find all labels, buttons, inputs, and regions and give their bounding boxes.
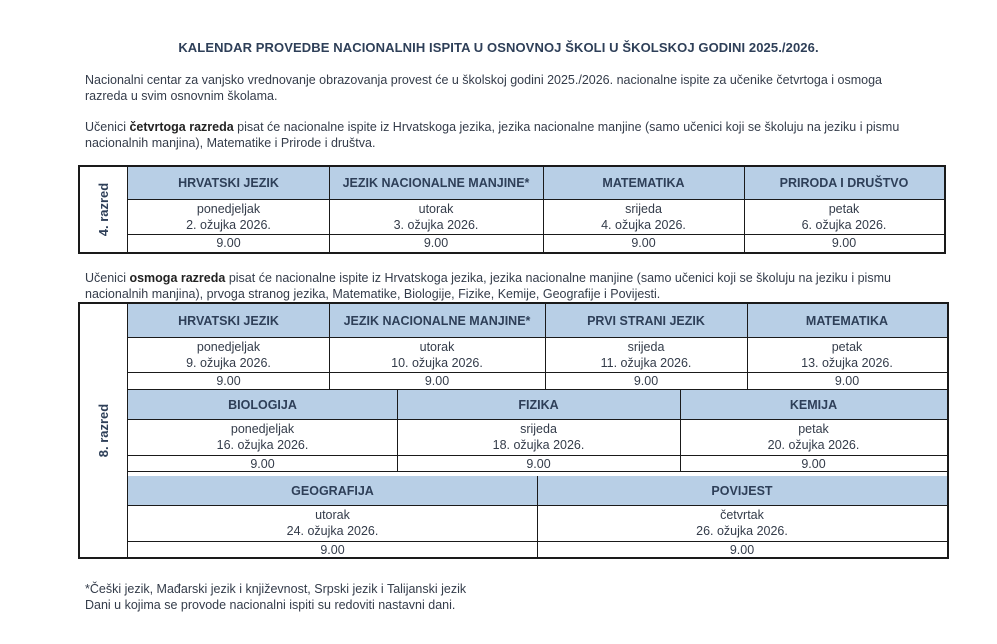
grade8-row1-subject-header: JEZIK NACIONALNE MANJINE*: [329, 304, 545, 337]
grade4-exam-day-date: [329, 199, 543, 234]
grade8-row3-column-divider: [537, 476, 538, 559]
grade4-exam-date: 2. ožujka 2026.: [186, 218, 271, 232]
grade8-row2-subject-header: FIZIKA: [397, 390, 680, 419]
grade8-row1-row-divider: [128, 372, 947, 373]
grade4-exam-time: 9.00: [631, 236, 656, 250]
grade4-intro-post: pisat će nacionalne ispite iz Hrvatskoga jezika, jezika nacionalne manjine (samo učenici koji se školuju na jeziku i pismu nacionalnih manjina), Matematike i Prirode i društva.: [85, 120, 900, 150]
grade4-exam-time: 9.00: [831, 236, 857, 250]
grade8-row2-exam-date: 16. ožujka 2026.: [216, 438, 309, 452]
grade4-exam-day-date: [744, 199, 944, 234]
grade8-row1-exam-day-date: [747, 337, 947, 372]
grade8-row3-exam-time: 9.00: [729, 543, 755, 557]
grade8-intro-pre: Učenici: [85, 271, 130, 285]
grade4-exam-day-date: [128, 199, 329, 234]
grade8-row2-subject-header: BIOLOGIJA: [128, 390, 397, 419]
grade8-row3-exam-date: 26. ožujka 2026.: [696, 524, 788, 538]
grade4-subject-header: JEZIK NACIONALNE MANJINE*: [329, 167, 543, 199]
grade8-row1-column-divider: [747, 304, 748, 389]
grade8-row2-subject-header: KEMIJA: [680, 390, 947, 419]
grade8-row1-exam-date: 10. ožujka 2026.: [391, 356, 483, 370]
footnote-minority-languages: *Češki jezik, Mađarski jezik i književnost, Srpski jezik i Talijanski jezik: [85, 582, 467, 596]
grade8-row3-exam-day-date: [537, 505, 947, 541]
grade4-column-divider: [744, 167, 745, 252]
grade8-row1-exam-time: 9.00: [424, 373, 450, 388]
grade4-intro-bold: četvrtoga razreda: [129, 120, 234, 134]
grade8-row1-exam-day: ponedjeljak: [196, 340, 261, 354]
grade4-exam-day-date: [543, 199, 744, 234]
grade4-intro: [85, 119, 925, 151]
grade4-row-divider: [128, 199, 944, 200]
grade8-row3-exam-time: 9.00: [320, 543, 345, 557]
grade8-row2-exam-day-date: [680, 419, 947, 455]
intro-paragraph: Nacionalni centar za vanjsko vrednovanje obrazovanja provest će u školskoj godini 2025./2026. nacionalne ispite za učenike četvrtoga i osmoga razreda u svim osnovnim školama.: [85, 73, 883, 103]
grade8-row3-subject-header: POVIJEST: [537, 476, 947, 505]
grade8-row2-exam-day-date: [128, 419, 397, 455]
grade4-exam-time: 9.00: [216, 236, 241, 250]
grade4-exam-day: utorak: [418, 202, 454, 216]
grade8-row1-exam-day-date: [545, 337, 747, 372]
grade8-row2-exam-day-date: [397, 419, 680, 455]
grade8-row3-exam-day: četvrtak: [720, 508, 764, 522]
grade8-row1-subject-header: PRVI STRANI JEZIK: [545, 304, 747, 337]
grade8-intro-post: pisat će nacionalne ispite iz Hrvatskoga jezika, jezika nacionalne manjine (samo učenici koji se školuju na jeziku i pismu nacionalnih manjina), prvoga stranog jezika, Matematike, Biologije, Fizike, Kemije, Geografije i Povijesti.: [85, 271, 891, 301]
footnote-teaching-days: Dani u kojima se provode nacionalni ispiti su redoviti nastavni dani.: [85, 598, 456, 612]
grade8-row1-exam-time: 9.00: [216, 373, 241, 388]
grade8-row1-exam-day: srijeda: [627, 340, 665, 354]
grade8-row3-exam-day-date: [128, 505, 537, 541]
grade8-row1-subject-header: MATEMATIKA: [747, 304, 947, 337]
grade4-exam-date: 4. ožujka 2026.: [601, 218, 686, 232]
grade8-row1-column-divider: [329, 304, 330, 389]
grade4-exam-date: 6. ožujka 2026.: [801, 218, 887, 232]
grade8-row3-exam-day: utorak: [315, 508, 350, 522]
grade8-row3-subject-header: GEOGRAFIJA: [128, 476, 537, 505]
grade8-intro: [85, 270, 925, 302]
grade8-row2-row-divider: [128, 455, 947, 456]
grade8-row2-exam-day: petak: [798, 422, 829, 436]
grade8-row1-exam-date: 9. ožujka 2026.: [186, 356, 271, 370]
grade4-exam-day: petak: [828, 202, 860, 216]
grade8-row2-column-divider: [680, 390, 681, 472]
grade8-row1-exam-date: 11. ožujka 2026.: [600, 356, 692, 370]
grade8-row2-exam-time: 9.00: [250, 456, 275, 471]
grade8-row1-row-divider: [128, 337, 947, 338]
grade8-row2-row-divider: [128, 419, 947, 420]
grade4-intro-pre: Učenici: [85, 120, 130, 134]
grade8-row1-column-divider: [545, 304, 546, 389]
grade8-row1-exam-date: 13. ožujka 2026.: [801, 356, 893, 370]
grade8-row1-exam-day: petak: [831, 340, 863, 354]
grade8-row2-exam-day: ponedjeljak: [230, 422, 295, 436]
grade8-row1-exam-day-date: [329, 337, 545, 372]
grade8-row2-exam-date: 20. ožujka 2026.: [767, 438, 860, 452]
grade8-row1-exam-day-date: [128, 337, 329, 372]
grade4-subject-header: MATEMATIKA: [543, 167, 744, 199]
grade8-row2-exam-time: 9.00: [526, 456, 551, 471]
grade8-row1-exam-time: 9.00: [633, 373, 659, 388]
grade4-exam-date: 3. ožujka 2026.: [393, 218, 479, 232]
grade8-row1-exam-day: utorak: [419, 340, 455, 354]
grade8-row1-subject-header: HRVATSKI JEZIK: [128, 304, 329, 337]
grade8-row2-column-divider: [397, 390, 398, 472]
grade4-column-divider: [543, 167, 544, 252]
grade4-exam-day: srijeda: [625, 202, 662, 216]
grade8-row2-exam-time: 9.00: [801, 456, 826, 471]
grade8-row2-exam-date: 18. ožujka 2026.: [492, 438, 585, 452]
grade4-side-label: 4. razred: [96, 182, 112, 237]
grade8-row1-exam-time: 9.00: [834, 373, 860, 388]
grade4-exam-time: 9.00: [423, 236, 449, 250]
page-title: KALENDAR PROVEDBE NACIONALNIH ISPITA U OSNOVNOJ ŠKOLI U ŠKOLSKOJ GODINI 2025./2026.: [178, 40, 819, 55]
grade8-row2-exam-day: srijeda: [520, 422, 557, 436]
grade4-subject-header: HRVATSKI JEZIK: [128, 167, 329, 199]
grade4-column-divider: [329, 167, 330, 252]
grade8-intro-bold: osmoga razreda: [129, 271, 226, 285]
grade8-row3-exam-date: 24. ožujka 2026.: [286, 524, 379, 538]
grade4-subject-header: PRIRODA I DRUŠTVO: [744, 167, 944, 199]
grade4-row-divider: [128, 234, 944, 235]
grade4-exam-day: ponedjeljak: [196, 202, 261, 216]
grade8-side-label: 8. razred: [96, 403, 112, 458]
